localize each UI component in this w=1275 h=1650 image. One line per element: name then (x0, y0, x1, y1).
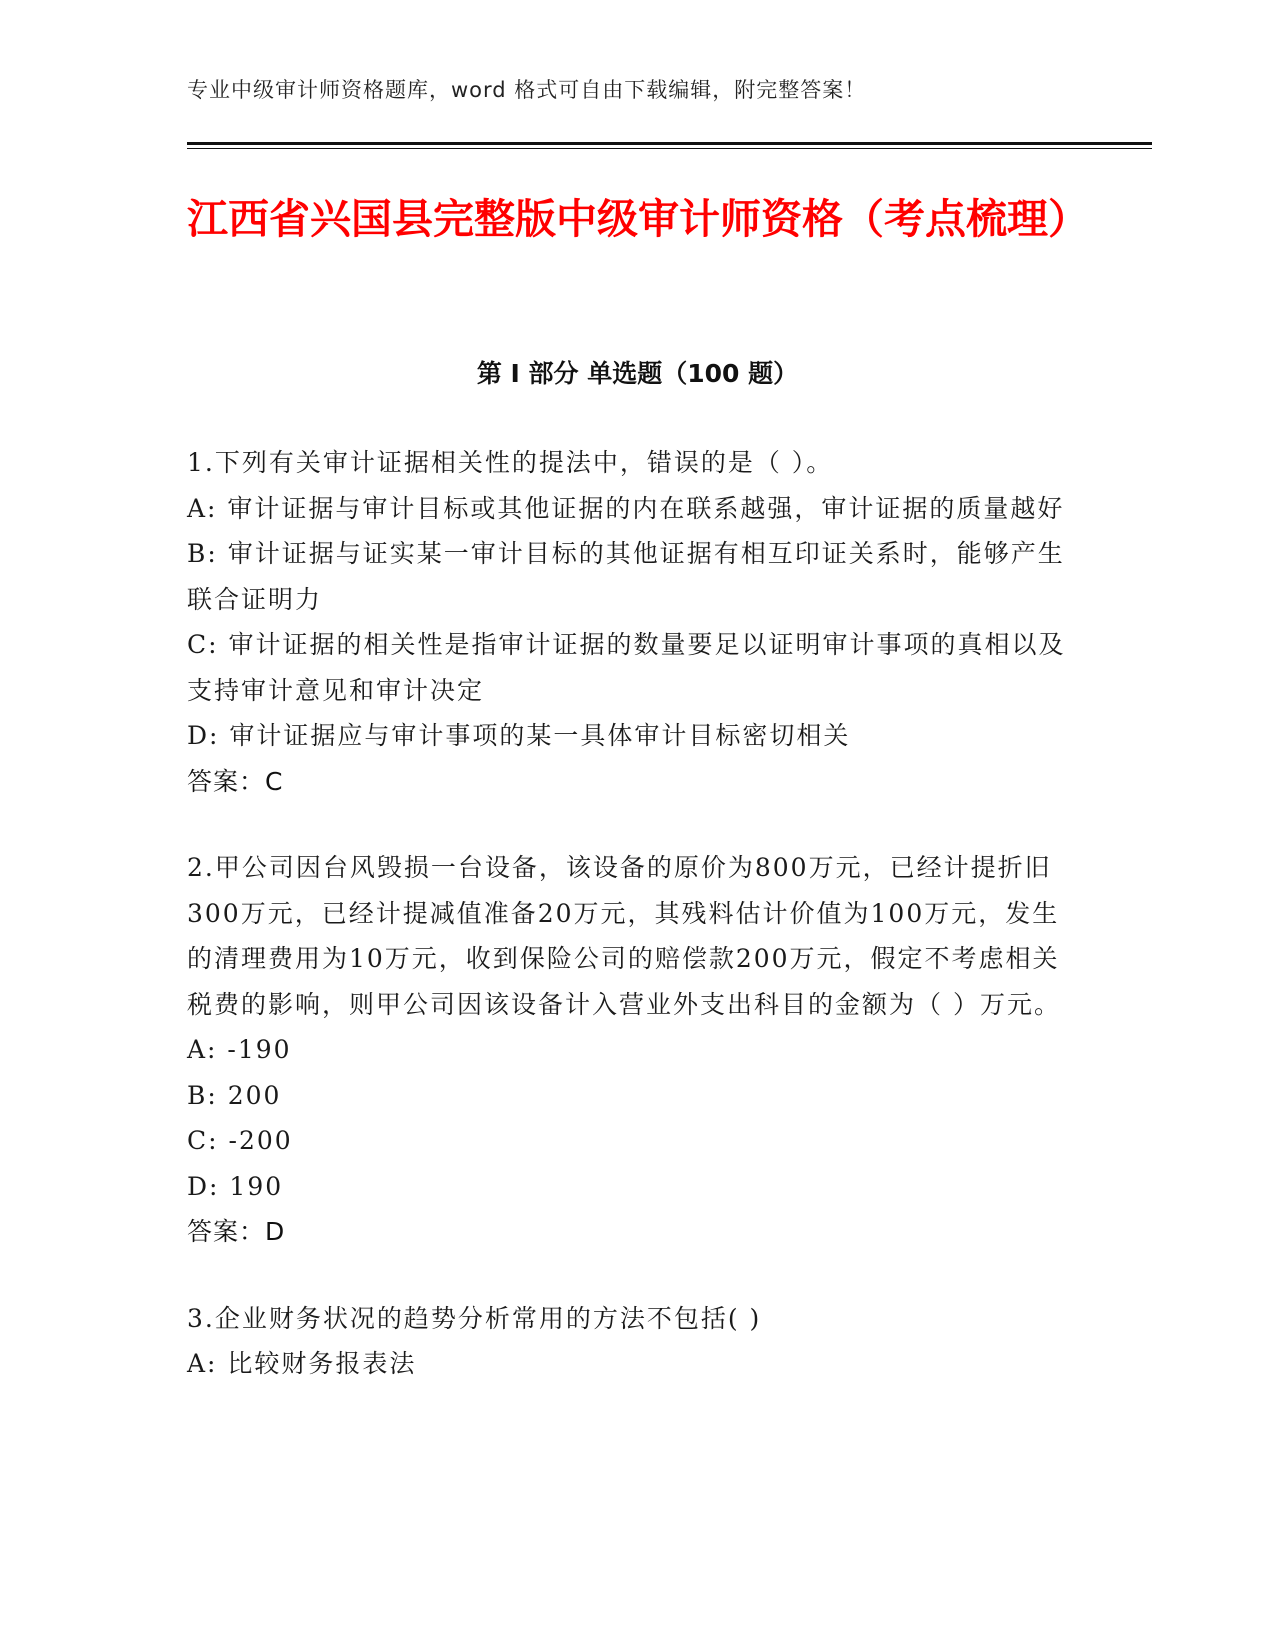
question-3 (187, 1296, 1082, 1387)
option-a: A: 审计证据与审计目标或其他证据的内在联系越强，审计证据的质量越好 (187, 493, 1065, 523)
option-b: B: 审计证据与证实某一审计目标的其他证据有相互印证关系时，能够产生联合证明力 (187, 539, 1065, 614)
option-a: A: 比较财务报表法 (187, 1349, 417, 1378)
question-stem: 3.企业财务状况的趋势分析常用的方法不包括( ) (187, 1303, 762, 1333)
header-rule-thin (187, 148, 1152, 149)
option-b: B: 200 (187, 1080, 282, 1110)
header-rule-thick (187, 142, 1152, 145)
option-c: C: 审计证据的相关性是指审计证据的数量要足以证明审计事项的真相以及支持审计意见和审计决定 (187, 630, 1066, 705)
document-title: 江西省兴国县完整版中级审计师资格（考点梳理） (187, 195, 1089, 243)
answer: 答案：C (187, 766, 284, 796)
question-list (187, 440, 1082, 1428)
option-c: C: -200 (187, 1126, 293, 1155)
option-a: A: -190 (187, 1035, 292, 1064)
question-2 (187, 845, 1082, 1255)
header-note: 专业中级审计师资格题库，word 格式可自由下载编辑，附完整答案！ (187, 78, 867, 102)
option-d: D: 190 (187, 1171, 284, 1201)
question-stem: 1.下列有关审计证据相关性的提法中，错误的是（ ）。 (187, 448, 834, 477)
section-title: 第 I 部分 单选题（100 题） (476, 359, 799, 388)
question-stem: 2.甲公司因台风毁损一台设备，该设备的原价为800万元，已经计提折旧300万元，已经计提减值准备20万元，其残料估计价值为100万元，发生的清理费用为10万元，收到保险公司的赔偿款200万元，假定不考虑相关税费的影响，则甲公司因该设备计入营业外支出科目的金额为（ ）万元。 (187, 853, 1061, 1019)
answer: 答案：D (187, 1217, 286, 1246)
option-d: D: 审计证据应与审计事项的某一具体审计目标密切相关 (187, 721, 851, 750)
question-1 (187, 440, 1082, 804)
